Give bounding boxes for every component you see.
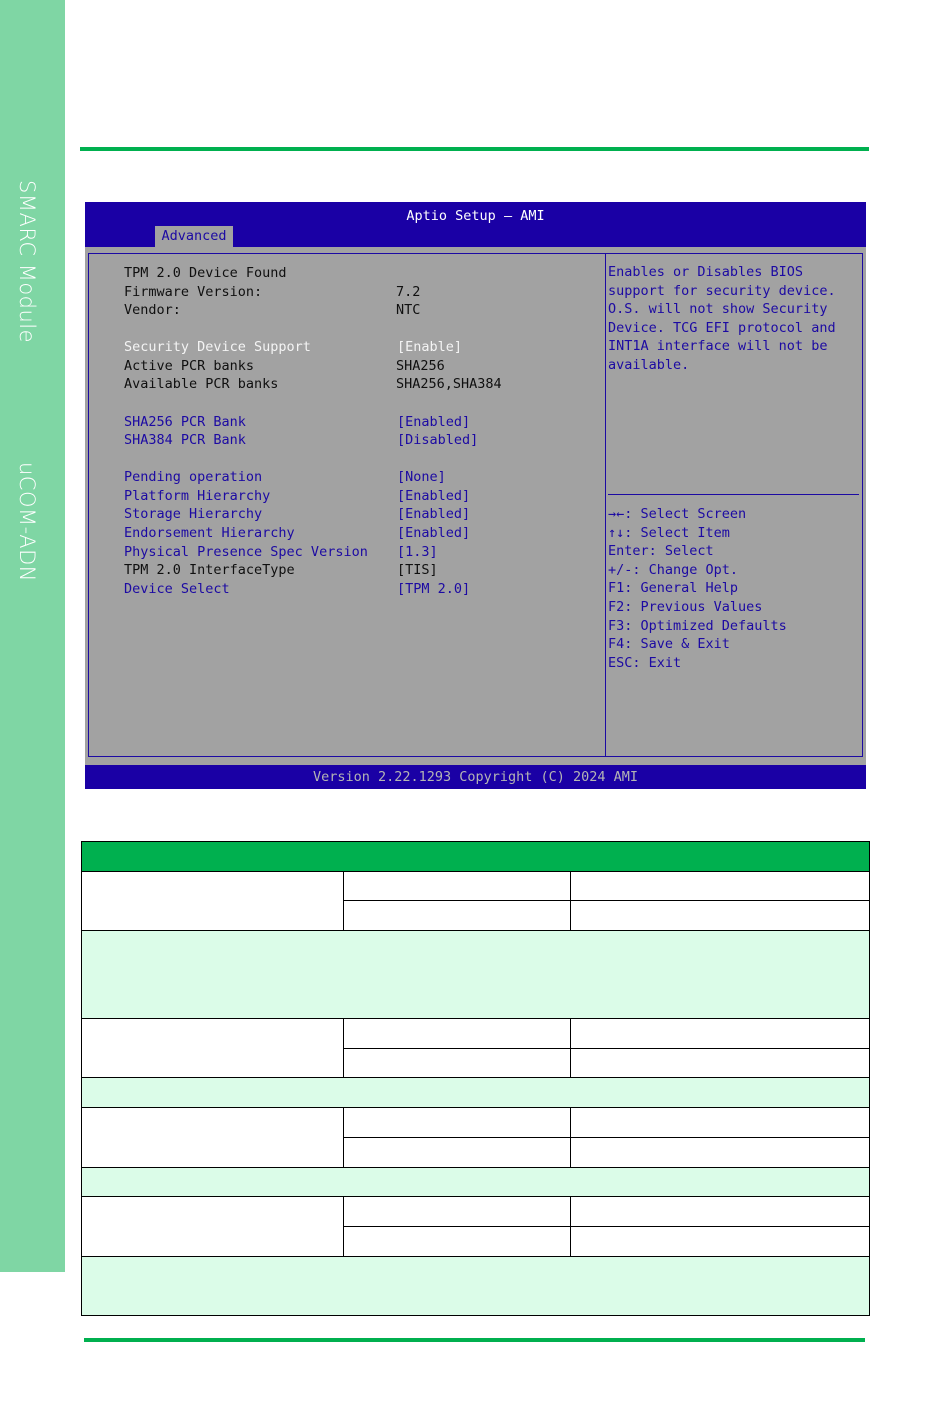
bios-item-value: [Disabled] [397,432,479,448]
table-cell-option [344,1137,571,1167]
key-hint-enter: Enter: Select [608,543,714,560]
side-band [0,0,65,1272]
bios-item-label: Firmware Version: [124,284,263,300]
bios-key-legend [608,505,787,672]
bios-item-label: SHA256 PCR Bank [124,414,246,430]
bios-item-label: Device Select [124,581,230,597]
bios-item-value: [Enabled] [397,506,471,522]
table-cell-name [82,1019,344,1078]
bios-title: Aptio Setup – AMI [406,208,545,224]
key-hint-save-exit: F4: Save & Exit [608,636,730,653]
table-header-row [82,842,870,872]
bios-item-value: SHA256,SHA384 [396,376,502,392]
bios-item-label: Security Device Support [124,339,311,355]
bios-screenshot [85,202,866,789]
table-cell-option-value [571,1137,870,1167]
table-desc-row [82,1167,870,1197]
bios-item-value: [Enabled] [397,488,471,504]
table-cell-option-value [571,1226,870,1256]
table-desc-cell [82,1167,870,1197]
footer-rule [84,1338,865,1342]
table-row [82,1197,870,1227]
bios-item-label: Endorsement Hierarchy [124,525,295,541]
table-cell-option-value [571,1108,870,1138]
bios-item-label: Active PCR banks [124,358,255,374]
bios-header [85,202,866,247]
bios-item-value: 7.2 [396,284,421,300]
bios-item-label: TPM 2.0 InterfaceType [124,562,295,578]
table-cell-name [82,1108,344,1167]
bios-item-value: [Enabled] [397,525,471,541]
table-desc-row [82,1256,870,1315]
options-table [81,841,870,1316]
bios-item-value: [TIS] [397,562,438,578]
table-cell-name [82,871,344,930]
table-cell-option [344,871,571,901]
key-hint-previous-values: F2: Previous Values [608,598,763,615]
bios-item-label: Storage Hierarchy [124,506,263,522]
key-hint-exit: ESC: Exit [608,654,682,671]
table-cell-name [82,1197,344,1256]
bios-item-value: [Enable] [397,339,463,355]
bios-item-label: Physical Presence Spec Version [124,544,368,560]
table-cell-option-value [571,1048,870,1078]
header-rule [80,147,869,151]
bios-item-label: Pending operation [124,469,263,485]
table-row [82,1019,870,1049]
table-cell-option [344,901,571,931]
table-cell-option [344,1019,571,1049]
table-header-cell [82,842,870,872]
table-cell-option [344,1226,571,1256]
bios-item-value: [Enabled] [397,414,471,430]
table-cell-option [344,1048,571,1078]
table-cell-option-value [571,901,870,931]
key-hint-general-help: F1: General Help [608,580,739,597]
bios-item-value: [1.3] [397,544,438,560]
bios-footer: Version 2.22.1293 Copyright (C) 2024 AMI [85,765,866,789]
table-cell-option [344,1108,571,1138]
table-cell-option-value [571,1019,870,1049]
key-hint-select-item: ↑↓: Select Item [608,524,730,541]
bios-item-label: Vendor: [124,302,181,318]
tab-advanced[interactable]: Advanced [155,226,233,247]
table-row [82,871,870,901]
bios-item-value: [None] [397,469,446,485]
table-cell-option [344,1197,571,1227]
bios-help-divider [608,494,859,495]
key-hint-select-screen: →←: Select Screen [608,506,747,522]
bios-item-label: SHA384 PCR Bank [124,432,246,448]
bios-item-label: Platform Hierarchy [124,488,271,504]
bios-item-label: TPM 2.0 Device Found [124,265,287,281]
table-cell-option-value [571,871,870,901]
table-desc-cell [82,1078,870,1108]
bios-help-text: Enables or Disables BIOS support for security device. O.S. will not show Security Device. TCG EFI protocol and INT1A interface will not be available. [608,264,836,373]
table-row [82,1108,870,1138]
table-desc-cell [82,931,870,1019]
table-desc-cell [82,1256,870,1315]
bios-item-value: NTC [396,302,421,318]
key-hint-change-opt: +/-: Change Opt. [608,561,739,578]
side-title-ucom: uCOM-ADN [15,462,39,582]
table-cell-option-value [571,1197,870,1227]
table-desc-row [82,931,870,1019]
bios-item-value: SHA256 [396,358,445,374]
bios-item-label: Available PCR banks [124,376,279,392]
side-title-smarc: SMARC Module [15,180,39,344]
bios-item-value: [TPM 2.0] [397,581,471,597]
key-hint-optimized-defaults: F3: Optimized Defaults [608,617,787,634]
table-desc-row [82,1078,870,1108]
